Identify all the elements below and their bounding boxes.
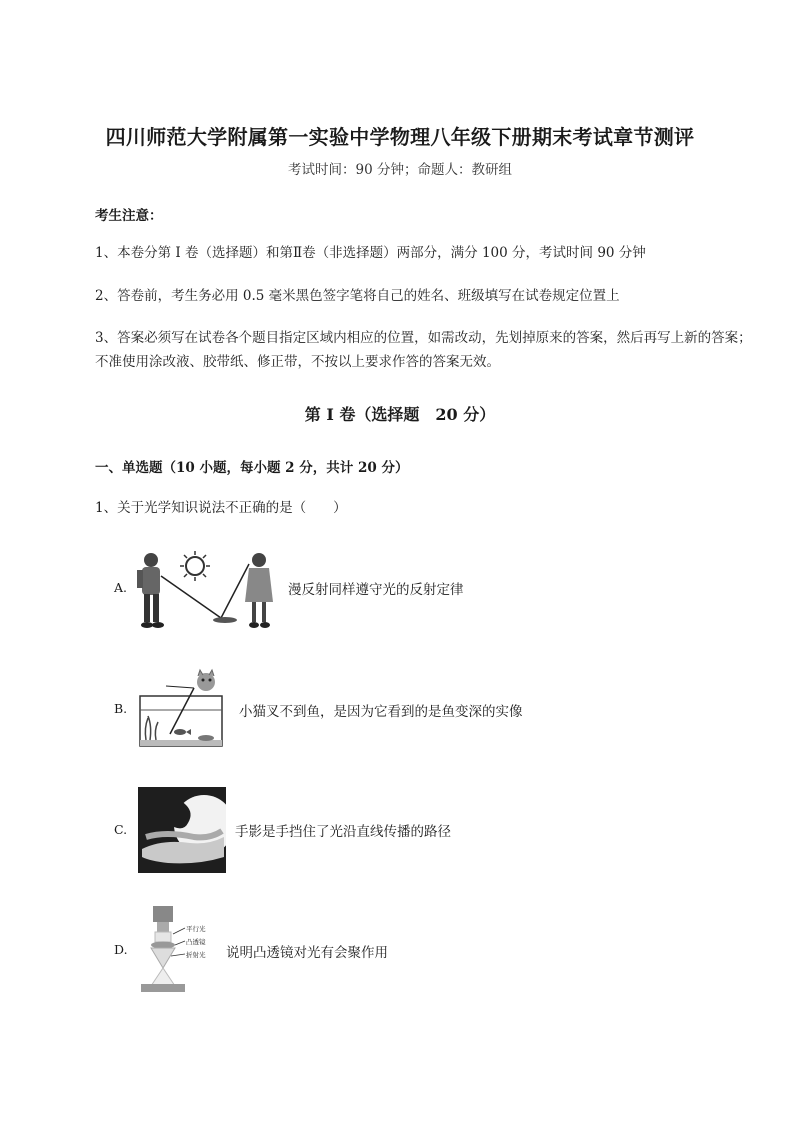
label-parallel-light: 平行光 [186, 925, 206, 933]
option-d-label: D. [114, 942, 128, 957]
option-a-label: A. [114, 580, 128, 595]
label-refracted-light: 折射光 [186, 951, 206, 959]
label-convex-lens: 凸透镜 [186, 938, 206, 946]
section-title: 第 I 卷（选择题 20 分） [304, 405, 496, 424]
hand-shadow-figure [138, 787, 226, 873]
exam-info: 考试时间：90 分钟；命题人：教研组 [288, 162, 512, 178]
page-title: 四川师范大学附属第一实验中学物理八年级下册期末考试章节测评 [105, 125, 695, 149]
convex-lens-figure [137, 906, 217, 994]
option-b-text: 小猫叉不到鱼，是因为它看到的是鱼变深的实像 [239, 704, 523, 720]
notice-item-3: 3、答案必须写在试卷各个题目指定区域内相应的位置，如需改动，先划掉原来的答案，然后再写上新的答案；不准使用涂改液、胶带纸、修正带，不按以上要求作答的答案无效。 [95, 330, 752, 370]
diffuse-reflection-figure [133, 546, 281, 632]
option-c-text: 手影是手挡住了光沿直线传播的路径 [235, 824, 451, 840]
option-d-text: 说明凸透镜对光有会聚作用 [226, 945, 388, 961]
notice-heading: 考生注意： [95, 208, 163, 224]
part-heading: 一、单选题（10 小题，每小题 2 分，共计 20 分） [95, 460, 409, 476]
option-a-text: 漫反射同样遵守光的反射定律 [288, 582, 464, 598]
option-b-label: B. [114, 701, 128, 716]
question-stem: 1、关于光学知识说法不正确的是（ ） [95, 500, 347, 516]
cat-fishing-figure [136, 668, 228, 750]
notice-item-1: 1、本卷分第 I 卷（选择题）和第Ⅱ卷（非选择题）两部分，满分 100 分，考试时间 90 分钟 [95, 245, 646, 261]
notice-item-2: 2、答卷前，考生务必用 0.5 毫米黑色签字笔将自己的姓名、班级填写在试卷规定位置上 [95, 288, 620, 304]
option-c-label: C. [114, 822, 128, 837]
